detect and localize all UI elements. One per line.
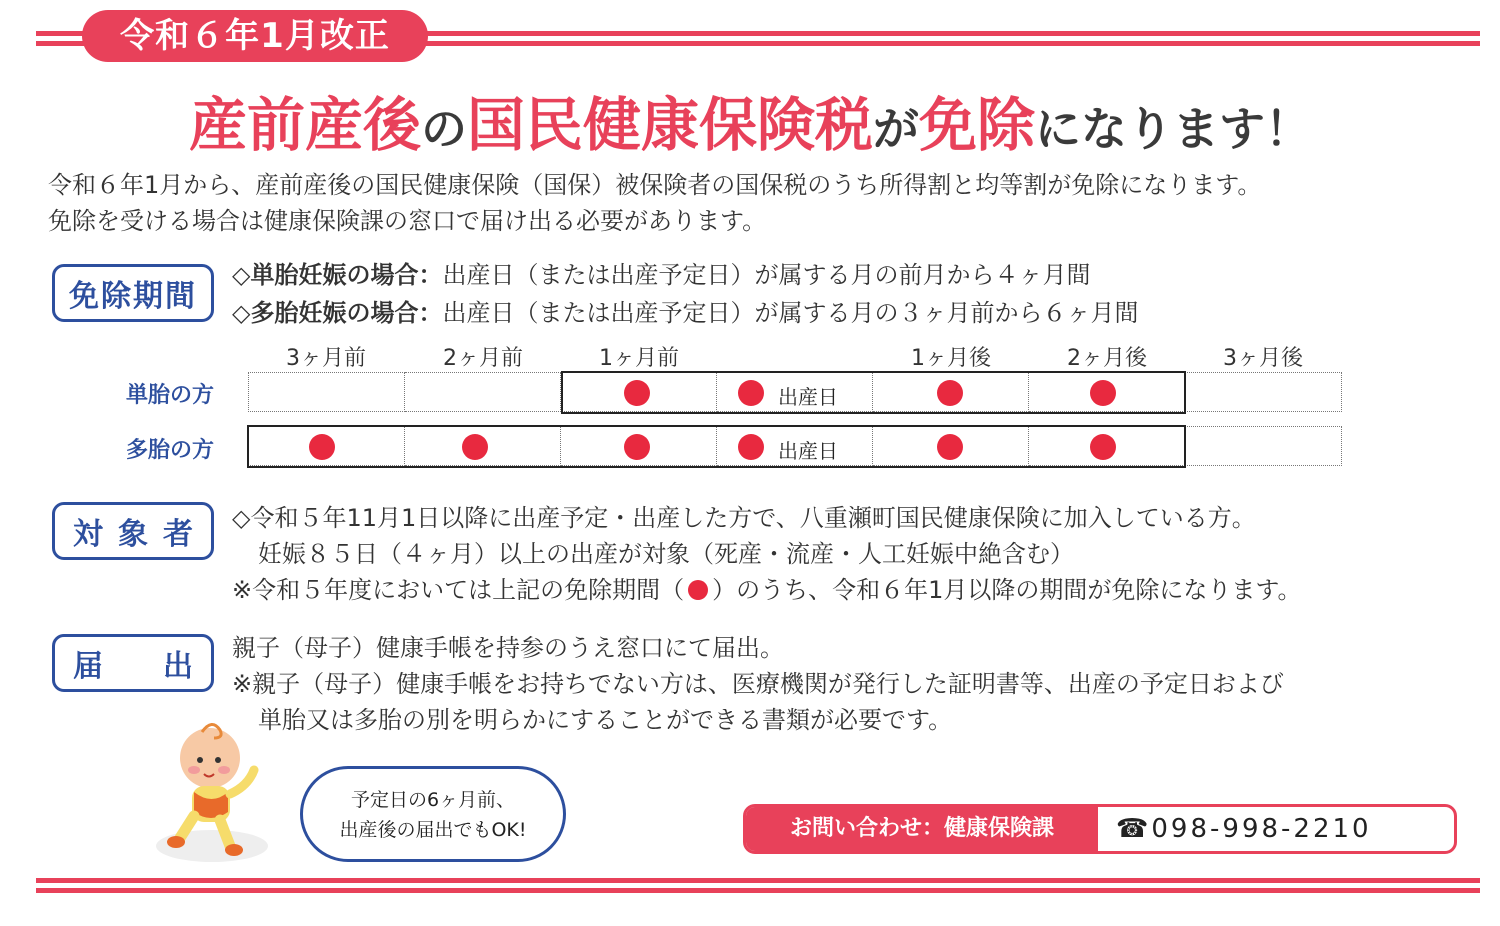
timeline-cell: [405, 372, 561, 412]
period-label: 免除期間: [52, 264, 214, 322]
target-label-char: 象: [118, 517, 148, 552]
period-multi-head: ◇多胎妊娠の場合：: [232, 299, 443, 327]
intro-line-2: 免除を受ける場合は健康保険課の窓口で届け出る必要があります。: [48, 207, 767, 235]
headline-part: 免除: [919, 91, 1036, 159]
headline-part: の: [420, 102, 467, 156]
contact-label: お問い合わせ：健康保険課: [746, 807, 1098, 851]
period-single-text: 出産日（または出産予定日）が属する月の前月から４ヶ月間: [442, 261, 1091, 289]
speech-bubble: [300, 766, 566, 862]
target-line-2: 妊娠８５日（４ヶ月）以上の出産が対象（死産・流産・人工妊娠中絶含む）: [258, 540, 1074, 568]
filing-label-char: 届: [73, 649, 103, 684]
red-dot-icon: [688, 580, 708, 600]
target-line-1: ◇令和５年11月1日以降に出産予定・出産した方で、八重瀬町国民健康保険に加入している方。: [232, 504, 1256, 532]
exempt-dot: [1090, 380, 1116, 406]
exempt-dot: [1090, 434, 1116, 460]
filing-line-3: 単胎又は多胎の別を明らかにすることができる書類が必要です。: [258, 706, 953, 734]
filing-line-2: ※親子（母子）健康手帳をお持ちでない方は、医療機関が発行した証明書等、出産の予定日および: [232, 670, 1284, 698]
contact-box: [743, 804, 1457, 854]
filing-line-1: 親子（母子）健康手帳を持参のうえ窓口にて届出。: [232, 634, 784, 662]
exempt-dot: [624, 434, 650, 460]
exempt-dot: [309, 434, 335, 460]
exempt-dot: [738, 380, 764, 406]
target-note-pre: ※令和５年度においては上記の免除期間（: [232, 576, 685, 604]
target-label-char: 者: [163, 517, 193, 552]
timeline-cell: [1185, 372, 1342, 412]
headline-part: になります！: [1035, 102, 1312, 156]
timeline-col-header: 2ヶ月後: [1067, 346, 1147, 371]
baby-illustration: [150, 716, 280, 866]
timeline-col-header: 3ヶ月後: [1223, 346, 1303, 371]
period-single: [232, 260, 1090, 290]
revision-banner: 令和６年1月改正: [82, 10, 428, 62]
bubble-line-1: 予定日の6ヶ月前、: [350, 789, 516, 811]
headline: [0, 78, 1500, 162]
bubble-line-2: 出産後の届出でもOK!: [339, 819, 527, 841]
filing-label-char: 出: [163, 649, 193, 684]
period-multi: [232, 298, 1138, 328]
timeline-col-header: 3ヶ月前: [286, 346, 366, 371]
phone-number: 098-998-2210: [1151, 814, 1372, 844]
exempt-dot: [937, 380, 963, 406]
intro-line-1: 令和６年1月から、産前産後の国民健康保険（国保）被保険者の国保税のうち所得割と均等割が免除になります。: [48, 171, 1262, 199]
filing-label: [52, 634, 214, 692]
birth-day-label: 出産日: [778, 385, 838, 409]
period-multi-text: 出産日（または出産予定日）が属する月の３ヶ月前から６ヶ月間: [442, 299, 1139, 327]
target-note: [232, 575, 1301, 605]
headline-part: 国民健康保険税: [466, 91, 873, 159]
target-label: [52, 502, 214, 560]
headline-part: が: [873, 102, 919, 156]
exempt-dot: [937, 434, 963, 460]
timeline-cell: [1185, 426, 1342, 466]
target-note-post: ）のうち、令和６年1月以降の期間が免除になります。: [712, 576, 1302, 604]
contact-phone[interactable]: [1116, 807, 1372, 851]
period-single-head: ◇単胎妊娠の場合：: [232, 261, 443, 289]
timeline-col-header: 1ヶ月前: [599, 346, 679, 371]
exempt-dot: [624, 380, 650, 406]
target-label-char: 対: [73, 517, 103, 552]
exempt-dot: [738, 434, 764, 460]
timeline-col-header: 1ヶ月後: [911, 346, 991, 371]
headline-part: 産前産後: [188, 91, 421, 159]
timeline-col-header: 2ヶ月前: [443, 346, 523, 371]
bottom-rule-1: [36, 878, 1480, 883]
birth-day-label: 出産日: [778, 439, 838, 463]
exempt-dot: [462, 434, 488, 460]
bottom-rule-2: [36, 888, 1480, 893]
timeline-cell: [248, 372, 405, 412]
timeline-row-label-single: 単胎の方: [125, 383, 214, 408]
telephone-icon: ☎: [1116, 814, 1152, 844]
timeline-row-label-multi: 多胎の方: [125, 438, 214, 463]
